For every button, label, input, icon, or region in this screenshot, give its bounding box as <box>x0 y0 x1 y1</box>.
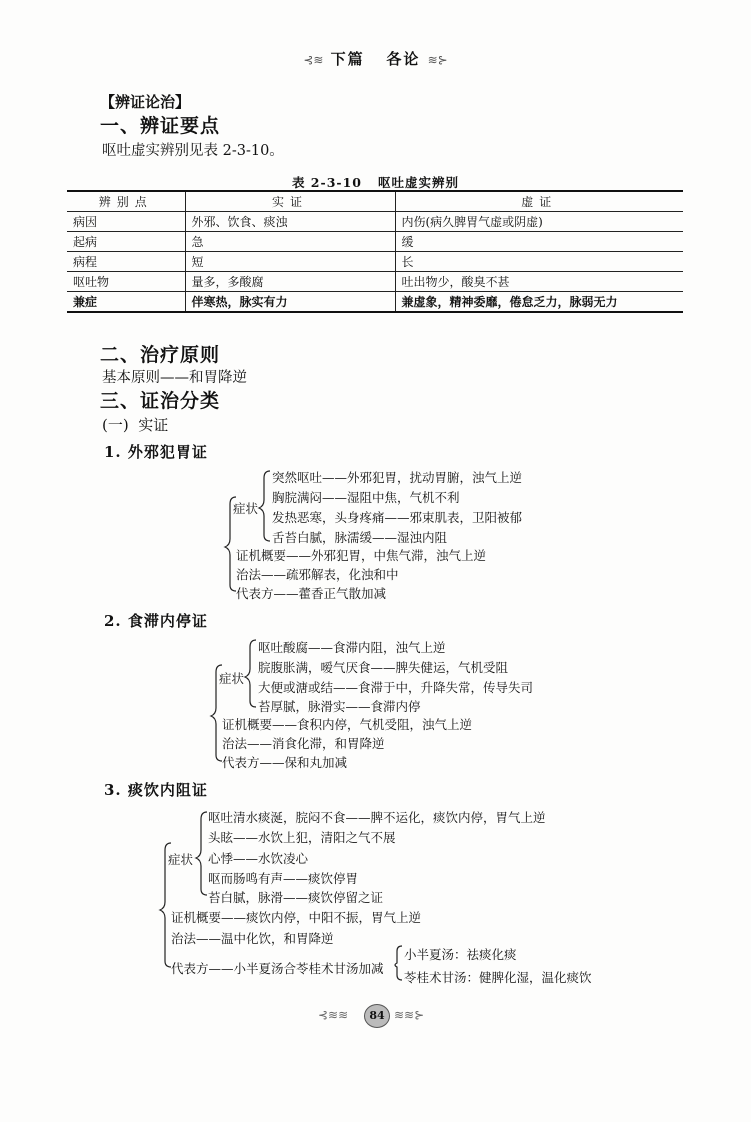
type3-formula-note-1: 小半夏汤：祛痰化痰 <box>404 947 517 962</box>
intro-text: 呕吐虚实辨别见表 2-3-10。 <box>102 143 284 159</box>
type3-symptom-5: 苔白腻，脉滑——痰饮停留之证 <box>208 890 384 905</box>
table-caption: 表 2-3-10 呕吐虚实辨别 <box>291 175 460 190</box>
table-cell: 兼虚象，精神委靡，倦怠乏力，脉弱无力 <box>395 292 683 313</box>
type3-mechanism: 证机概要——痰饮内停，中阳不振，胃气上逆 <box>171 910 422 925</box>
type2-symptom-4: 苔厚腻，脉滑实——食滞内停 <box>258 699 421 714</box>
table-cell: 量多，多酸腐 <box>185 272 395 292</box>
table-cell: 急 <box>185 232 395 252</box>
type3-symptom-1: 呕吐清水痰涎，脘闷不食——脾不运化，痰饮内停，胃气上逆 <box>208 810 546 825</box>
type3-method: 治法——温中化饮，和胃降逆 <box>171 931 334 946</box>
header-ornament-left: ⊰≋ <box>303 53 324 67</box>
running-header-title: 下篇 各论 <box>330 50 421 68</box>
type2-mechanism: 证机概要——食积内停，气机受阻，浊气上逆 <box>222 717 473 732</box>
type1-symptom-3: 发热恶寒，头身疼痛——邪束肌表，卫阳被郁 <box>272 510 523 525</box>
type2-formula: 代表方——保和丸加减 <box>222 755 348 770</box>
type1-title: 1. 外邪犯胃证 <box>104 443 208 461</box>
heading-1: 一、辨证要点 <box>100 115 221 137</box>
table-header-cell: 虚证 <box>395 191 683 212</box>
type2-title: 2. 食滞内停证 <box>104 612 208 630</box>
type2-symptom-label: 症状 <box>219 671 245 686</box>
table-cell: 呕吐物 <box>67 272 185 292</box>
heading-3: 三、证治分类 <box>100 390 221 412</box>
type2-symptom-1: 呕吐酸腐——食滞内阻，浊气上逆 <box>258 640 446 655</box>
brace-formula-notes <box>395 946 402 980</box>
table-cell: 病程 <box>67 252 185 272</box>
table-cell: 缓 <box>395 232 683 252</box>
table-cell: 外邪、饮食、痰浊 <box>185 212 395 232</box>
footer-ornament-left: ⊰≋≋ <box>318 1008 349 1022</box>
brace-type2-symptoms <box>245 640 256 707</box>
table-cell: 内伤(病久脾胃气虚或阴虚) <box>395 212 683 232</box>
principle-text: 基本原则——和胃降逆 <box>102 370 247 386</box>
table-header-cell: 辨别点 <box>67 191 185 212</box>
brace-type3-symptoms <box>196 812 207 895</box>
type3-symptom-label: 症状 <box>168 852 194 867</box>
footer-ornament-right: ≋≋⊱ <box>394 1008 425 1022</box>
table-cell: 长 <box>395 252 683 272</box>
subheading-shizheng: (一) 实证 <box>102 416 169 434</box>
type3-symptom-3: 心悸——水饮凌心 <box>208 851 309 866</box>
type3-symptom-2: 头眩——水饮上犯，清阳之气不展 <box>208 830 396 845</box>
table-header-cell: 实证 <box>185 191 395 212</box>
table-cell: 伴寒热，脉实有力 <box>185 292 395 313</box>
type2-method: 治法——消食化滞，和胃降逆 <box>222 736 385 751</box>
brace-type1-symptoms <box>259 471 270 541</box>
header-ornament-right: ≋⊱ <box>427 53 448 67</box>
type1-symptom-2: 胸脘满闷——湿阻中焦，气机不利 <box>272 490 460 505</box>
type3-formula-note-2: 苓桂术甘汤：健脾化湿，温化痰饮 <box>404 970 592 985</box>
type1-symptom-label: 症状 <box>233 501 259 516</box>
table-cell: 起病 <box>67 232 185 252</box>
type1-symptom-1: 突然呕吐——外邪犯胃，扰动胃腑，浊气上逆 <box>272 470 523 485</box>
type3-symptom-4: 呕而肠鸣有声——痰饮停胃 <box>208 871 359 886</box>
type3-formula: 代表方——小半夏汤合苓桂术甘汤加减 <box>171 961 384 976</box>
table-cell: 短 <box>185 252 395 272</box>
type3-title: 3. 痰饮内阻证 <box>104 781 208 799</box>
table-cell: 兼症 <box>67 292 185 313</box>
type1-mechanism: 证机概要——外邪犯胃，中焦气滞，浊气上逆 <box>236 548 487 563</box>
table-cell: 病因 <box>67 212 185 232</box>
type2-symptom-2: 脘腹胀满，嗳气厌食——脾失健运，气机受阻 <box>258 660 509 675</box>
type1-symptom-4: 舌苔白腻，脉濡缓——湿浊内阻 <box>272 530 448 545</box>
page-number: 84 <box>364 1004 390 1028</box>
section-tag: 【辨证论治】 <box>100 93 191 111</box>
type2-symptom-3: 大便或溏或结——食滞于中，升降失常，传导失司 <box>258 680 534 695</box>
heading-2: 二、治疗原则 <box>100 344 221 366</box>
type1-formula: 代表方——藿香正气散加减 <box>236 586 387 601</box>
type1-method: 治法——疏邪解表，化浊和中 <box>236 567 399 582</box>
table-cell: 吐出物少，酸臭不甚 <box>395 272 683 292</box>
